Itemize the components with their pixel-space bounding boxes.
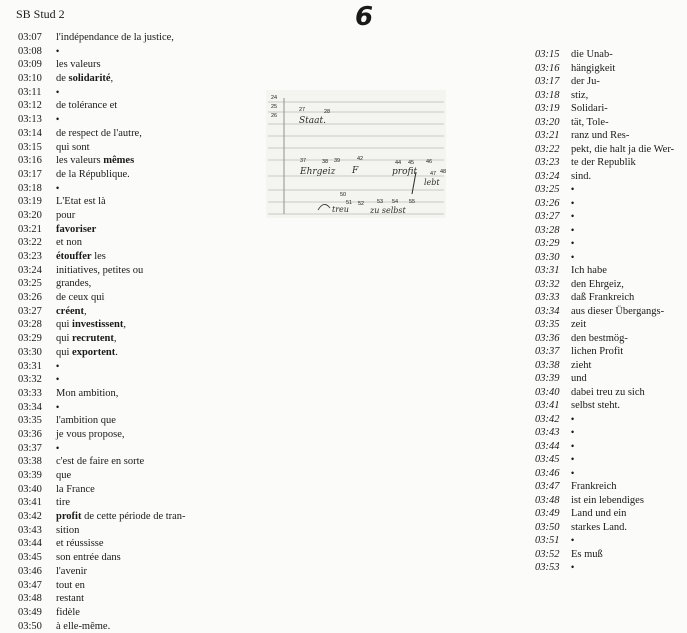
french-transcript-line xyxy=(18,455,268,469)
timestamp: 03:44 xyxy=(18,538,42,550)
timestamp: 03:23 xyxy=(535,157,560,168)
german-transcript-line xyxy=(535,440,685,454)
timestamp: 03:29 xyxy=(18,333,42,345)
german-transcript-text: • xyxy=(571,440,575,451)
french-transcript-text: à elle-même. xyxy=(56,620,111,632)
german-transcript-line xyxy=(535,102,685,116)
german-transcript-line xyxy=(535,345,685,359)
timestamp: 03:40 xyxy=(18,483,42,495)
french-transcript-text: Mon ambition, xyxy=(56,387,119,399)
french-transcript-line xyxy=(18,86,268,100)
french-transcript-line xyxy=(18,318,268,332)
german-transcript-text: • xyxy=(571,467,575,478)
german-transcript-text: • xyxy=(571,251,575,262)
note-number: 50 xyxy=(340,192,347,198)
german-transcript-line xyxy=(535,467,685,481)
german-transcript-line xyxy=(535,62,685,76)
french-transcript-text: tire xyxy=(56,497,70,509)
note-handwriting: profit xyxy=(392,167,418,177)
french-transcript-line xyxy=(18,401,268,415)
german-transcript-line xyxy=(535,224,685,238)
timestamp: 03:28 xyxy=(535,224,560,236)
french-transcript-line xyxy=(18,250,268,264)
french-transcript-text: tout en xyxy=(56,579,85,591)
timestamp: 03:19 xyxy=(18,196,42,208)
note-number: 44 xyxy=(395,160,402,166)
german-transcript-text: der Ju- xyxy=(571,76,600,87)
timestamp: 03:32 xyxy=(18,374,42,386)
timestamp: 03:27 xyxy=(535,211,560,222)
timestamp: 03:15 xyxy=(18,141,42,153)
timestamp: 03:30 xyxy=(535,251,560,263)
french-transcript-line xyxy=(18,332,268,346)
german-transcript-line xyxy=(535,264,685,278)
french-transcript-text: profit de cette période de tran- xyxy=(56,511,186,523)
french-transcript-line xyxy=(18,510,268,524)
german-transcript-line xyxy=(535,453,685,467)
timestamp: 03:10 xyxy=(18,73,42,85)
german-transcript-line xyxy=(535,237,685,251)
french-transcript-line xyxy=(18,154,268,168)
timestamp: 03:40 xyxy=(535,386,560,398)
note-handwriting: treu xyxy=(332,205,349,214)
french-transcript-text: pour xyxy=(56,209,76,221)
timestamp: 03:38 xyxy=(18,456,42,468)
note-number: 54 xyxy=(392,199,399,205)
french-transcript-text: les valeurs mêmes xyxy=(56,155,135,167)
german-transcript-text: • xyxy=(571,413,575,424)
note-number: 48 xyxy=(440,169,446,175)
french-transcript-text: favoriser xyxy=(56,223,97,235)
german-transcript-text: dabei treu zu sich xyxy=(571,386,645,398)
french-transcript-line xyxy=(18,579,268,593)
german-transcript-text: daß Frankreich xyxy=(571,292,635,303)
french-transcript-line xyxy=(18,606,268,620)
timestamp: 03:49 xyxy=(18,606,42,618)
german-transcript-text: Solidari- xyxy=(571,103,608,114)
note-row-label: 24 xyxy=(271,95,278,101)
german-transcript-text: den bestmög- xyxy=(571,332,628,344)
german-transcript-text: • xyxy=(571,224,575,235)
german-transcript-line xyxy=(535,494,685,508)
timestamp: 03:13 xyxy=(18,114,42,126)
timestamp: 03:35 xyxy=(535,319,560,330)
note-number: 51 xyxy=(346,200,353,206)
note-number: 52 xyxy=(358,201,365,207)
german-transcript-text: lichen Profit xyxy=(571,346,624,357)
note-handwriting: Ehrgeiz xyxy=(300,167,336,177)
german-transcript-text: • xyxy=(571,238,575,248)
french-transcript-line xyxy=(18,373,268,387)
timestamp: 03:42 xyxy=(535,413,560,425)
timestamp: 03:07 xyxy=(18,32,42,43)
german-transcript-line xyxy=(535,183,685,197)
german-transcript-text: zeit xyxy=(571,319,587,330)
note-number: 37 xyxy=(300,158,307,164)
handwritten-note-scan xyxy=(266,90,446,218)
german-transcript-text: • xyxy=(571,184,575,194)
french-transcript-line xyxy=(18,469,268,483)
german-transcript-line xyxy=(535,548,685,562)
french-transcript-text: • xyxy=(56,182,60,193)
french-transcript-text: qui recrutent, xyxy=(56,333,117,345)
french-transcript-line xyxy=(18,620,268,633)
french-transcript-line xyxy=(18,496,268,510)
note-paper xyxy=(266,90,446,218)
german-transcript-line xyxy=(535,534,685,548)
french-transcript-text: de solidarité, xyxy=(56,73,114,85)
french-transcript-text: l'indépendance de la justice, xyxy=(56,32,174,43)
german-transcript-line xyxy=(535,507,685,521)
french-transcript-line xyxy=(18,483,268,497)
note-number: 38 xyxy=(322,159,329,165)
timestamp: 03:17 xyxy=(18,168,42,180)
note-number: 42 xyxy=(357,156,364,162)
german-transcript-text: zieht xyxy=(571,359,592,371)
timestamp: 03:45 xyxy=(18,552,42,564)
french-transcript-text: • xyxy=(56,86,60,97)
german-transcript-text: • xyxy=(571,197,575,208)
french-transcript-text: de tolérance et xyxy=(56,100,118,112)
timestamp: 03:31 xyxy=(18,360,42,372)
german-transcript-text: aus dieser Übergangs- xyxy=(571,305,665,317)
french-transcript-line xyxy=(18,223,268,237)
french-transcript-line xyxy=(18,537,268,551)
german-transcript-line xyxy=(535,372,685,386)
french-transcript-line xyxy=(18,31,268,45)
timestamp: 03:46 xyxy=(535,467,560,479)
note-number: 47 xyxy=(430,171,437,177)
german-transcript-line xyxy=(535,89,685,103)
timestamp: 03:26 xyxy=(535,197,560,209)
french-transcript-text: grandes, xyxy=(56,278,92,290)
french-transcript-line xyxy=(18,277,268,291)
note-number: 27 xyxy=(299,107,306,113)
timestamp: 03:09 xyxy=(18,59,42,71)
german-transcript-line xyxy=(535,426,685,440)
timestamp: 03:34 xyxy=(535,305,560,317)
german-transcript-line xyxy=(535,116,685,130)
german-transcript-text: • xyxy=(571,562,575,572)
timestamp: 03:36 xyxy=(535,332,560,344)
timestamp: 03:21 xyxy=(535,130,560,141)
french-transcript-text: et réussisse xyxy=(56,538,104,550)
timestamp: 03:47 xyxy=(535,481,560,492)
german-transcript-line xyxy=(535,386,685,400)
french-transcript-text: • xyxy=(56,442,60,453)
french-transcript-text: fidèle xyxy=(56,606,80,618)
german-transcript-text: selbst steht. xyxy=(571,400,620,411)
timestamp: 03:21 xyxy=(18,223,42,235)
timestamp: 03:37 xyxy=(18,442,42,454)
french-transcript-text: • xyxy=(56,401,60,412)
french-transcript-text: étouffer les xyxy=(56,251,106,262)
french-transcript-line xyxy=(18,565,268,579)
timestamp: 03:23 xyxy=(18,251,42,262)
french-transcript-line xyxy=(18,387,268,401)
german-transcript-text: den Ehrgeiz, xyxy=(571,278,624,290)
timestamp: 03:20 xyxy=(18,209,42,221)
french-transcript-line xyxy=(18,127,268,141)
timestamp: 03:48 xyxy=(18,593,42,605)
german-transcript-text: tät, Tole- xyxy=(571,116,609,128)
german-transcript-text: • xyxy=(571,454,575,464)
french-transcript-text: de ceux qui xyxy=(56,292,105,304)
french-transcript-line xyxy=(18,346,268,360)
timestamp: 03:33 xyxy=(18,387,42,399)
french-transcript-text: l'avenir xyxy=(56,565,88,577)
german-transcript-text: die Unab- xyxy=(571,49,613,60)
french-transcript-text: qui exportent. xyxy=(56,346,118,358)
french-transcript-text: • xyxy=(56,360,60,371)
french-transcript-line xyxy=(18,182,268,196)
timestamp: 03:41 xyxy=(18,497,42,509)
french-transcript-text: l'ambition que xyxy=(56,415,116,427)
timestamp: 03:25 xyxy=(535,184,560,195)
timestamp: 03:17 xyxy=(535,76,560,87)
german-transcript-line xyxy=(535,278,685,292)
french-transcript-text: sition xyxy=(56,524,80,536)
french-transcript-text: et non xyxy=(56,237,82,249)
timestamp: 03:42 xyxy=(18,511,42,523)
timestamp: 03:24 xyxy=(535,170,560,182)
french-transcript-column xyxy=(18,31,268,633)
timestamp: 03:24 xyxy=(18,264,42,276)
german-transcript-text: hängigkeit xyxy=(571,62,616,74)
timestamp: 03:30 xyxy=(18,346,42,358)
french-transcript-text: créent, xyxy=(56,305,87,317)
timestamp: 03:50 xyxy=(535,521,560,533)
german-transcript-column xyxy=(535,48,685,575)
french-transcript-line xyxy=(18,72,268,86)
timestamp: 03:44 xyxy=(535,440,560,452)
timestamp: 03:50 xyxy=(18,620,42,632)
timestamp: 03:28 xyxy=(18,319,42,331)
timestamp: 03:18 xyxy=(535,89,560,101)
french-transcript-text: restant xyxy=(56,593,84,605)
timestamp: 03:18 xyxy=(18,182,42,194)
french-transcript-line xyxy=(18,428,268,442)
french-transcript-line xyxy=(18,195,268,209)
timestamp: 03:51 xyxy=(535,535,560,546)
german-transcript-line xyxy=(535,75,685,89)
timestamp: 03:14 xyxy=(18,127,42,139)
german-transcript-line xyxy=(535,291,685,305)
note-number: 39 xyxy=(334,158,341,164)
german-transcript-text: stiz, xyxy=(571,89,589,101)
timestamp: 03:53 xyxy=(535,562,560,573)
timestamp: 03:16 xyxy=(535,62,560,74)
timestamp: 03:35 xyxy=(18,415,42,427)
german-transcript-line xyxy=(535,521,685,535)
note-number: 45 xyxy=(408,160,415,166)
timestamp: 03:38 xyxy=(535,359,560,371)
timestamp: 03:33 xyxy=(535,292,560,303)
french-transcript-text: que xyxy=(56,470,72,481)
french-transcript-text: L'Etat est là xyxy=(56,196,106,208)
french-transcript-text: qui sont xyxy=(56,141,90,153)
timestamp: 03:43 xyxy=(18,524,42,536)
french-transcript-text: de la République. xyxy=(56,168,130,180)
timestamp: 03:47 xyxy=(18,579,42,591)
german-transcript-text: sind. xyxy=(571,170,592,182)
french-transcript-line xyxy=(18,305,268,319)
german-transcript-text: Frankreich xyxy=(571,481,617,492)
page-number: 6 xyxy=(355,2,374,32)
timestamp: 03:19 xyxy=(535,103,560,114)
timestamp: 03:27 xyxy=(18,305,42,317)
german-transcript-line xyxy=(535,399,685,413)
timestamp: 03:31 xyxy=(535,265,560,276)
french-transcript-text: les valeurs xyxy=(56,59,101,71)
german-transcript-line xyxy=(535,305,685,319)
french-transcript-line xyxy=(18,168,268,182)
german-transcript-text: pekt, die halt ja die Wer- xyxy=(571,143,675,155)
timestamp: 03:34 xyxy=(18,401,42,413)
timestamp: 03:37 xyxy=(535,346,560,357)
french-transcript-text: la France xyxy=(56,483,95,495)
timestamp: 03:39 xyxy=(18,470,42,481)
timestamp: 03:43 xyxy=(535,427,560,438)
french-transcript-text: • xyxy=(56,45,60,56)
timestamp: 03:52 xyxy=(535,548,560,560)
french-transcript-line xyxy=(18,236,268,250)
german-transcript-text: Land und ein xyxy=(571,508,627,519)
german-transcript-text: • xyxy=(571,211,575,221)
german-transcript-line xyxy=(535,197,685,211)
note-handwriting: F xyxy=(352,166,359,176)
note-number: 53 xyxy=(377,199,384,205)
french-transcript-text: initiatives, petites ou xyxy=(56,264,144,276)
german-transcript-text: Ich habe xyxy=(571,265,607,276)
timestamp: 03:22 xyxy=(535,143,560,155)
timestamp: 03:12 xyxy=(18,100,42,112)
french-transcript-text: • xyxy=(56,114,60,125)
german-transcript-line xyxy=(535,332,685,346)
german-transcript-text: starkes Land. xyxy=(571,521,627,533)
french-transcript-line xyxy=(18,551,268,565)
french-transcript-line xyxy=(18,58,268,72)
timestamp: 03:26 xyxy=(18,292,42,304)
german-transcript-text: • xyxy=(571,427,575,437)
german-transcript-line xyxy=(535,318,685,332)
french-transcript-line xyxy=(18,99,268,113)
german-transcript-text: ist ein lebendiges xyxy=(571,494,644,506)
german-transcript-line xyxy=(535,210,685,224)
note-handwriting: lebt xyxy=(424,178,440,187)
french-transcript-line xyxy=(18,442,268,456)
german-transcript-line xyxy=(535,48,685,62)
french-transcript-line xyxy=(18,524,268,538)
french-transcript-line xyxy=(18,592,268,606)
timestamp: 03:49 xyxy=(535,508,560,519)
note-handwriting: Staat. xyxy=(299,116,326,126)
german-transcript-line xyxy=(535,480,685,494)
timestamp: 03:32 xyxy=(535,278,560,290)
timestamp: 03:11 xyxy=(18,86,42,98)
german-transcript-line xyxy=(535,143,685,157)
timestamp: 03:16 xyxy=(18,155,42,167)
document-header: SB Stud 2 xyxy=(16,7,65,21)
french-transcript-line xyxy=(18,291,268,305)
timestamp: 03:45 xyxy=(535,454,560,465)
german-transcript-line xyxy=(535,156,685,170)
note-row-label: 26 xyxy=(271,113,278,119)
timestamp: 03:48 xyxy=(535,494,560,506)
french-transcript-line xyxy=(18,45,268,59)
french-transcript-line xyxy=(18,264,268,278)
french-transcript-line xyxy=(18,141,268,155)
note-svg xyxy=(266,90,446,218)
timestamp: 03:36 xyxy=(18,428,42,440)
timestamp: 03:46 xyxy=(18,565,42,577)
german-transcript-line xyxy=(535,413,685,427)
french-transcript-line xyxy=(18,360,268,374)
french-transcript-line xyxy=(18,209,268,223)
french-transcript-text: son entrée dans xyxy=(56,552,121,564)
french-transcript-text: qui investissent, xyxy=(56,319,127,331)
german-transcript-text: • xyxy=(571,535,575,545)
french-transcript-text: • xyxy=(56,374,60,385)
timestamp: 03:20 xyxy=(535,116,560,128)
note-number: 55 xyxy=(409,199,416,205)
german-transcript-line xyxy=(535,129,685,143)
timestamp: 03:41 xyxy=(535,400,560,411)
french-transcript-text: c'est de faire en sorte xyxy=(56,456,145,468)
german-transcript-text: Es muß xyxy=(571,548,603,560)
german-transcript-text: te der Republik xyxy=(571,157,636,168)
german-transcript-line xyxy=(535,251,685,265)
timestamp: 03:08 xyxy=(18,45,42,57)
timestamp: 03:29 xyxy=(535,238,560,249)
timestamp: 03:15 xyxy=(535,49,560,60)
german-transcript-line xyxy=(535,359,685,373)
german-transcript-text: ranz und Res- xyxy=(571,130,630,141)
note-handwriting: zu selbst xyxy=(370,206,406,215)
french-transcript-text: je vous propose, xyxy=(56,428,125,440)
note-number: 28 xyxy=(324,109,331,115)
note-row-label: 25 xyxy=(271,104,278,110)
german-transcript-line xyxy=(535,170,685,184)
german-transcript-line xyxy=(535,561,685,575)
french-transcript-line xyxy=(18,414,268,428)
german-transcript-text: und xyxy=(571,373,587,384)
timestamp: 03:22 xyxy=(18,237,42,249)
timestamp: 03:25 xyxy=(18,278,42,290)
french-transcript-text: de respect de l'autre, xyxy=(56,127,142,139)
french-transcript-line xyxy=(18,113,268,127)
note-number: 46 xyxy=(426,159,433,165)
timestamp: 03:39 xyxy=(535,373,560,384)
